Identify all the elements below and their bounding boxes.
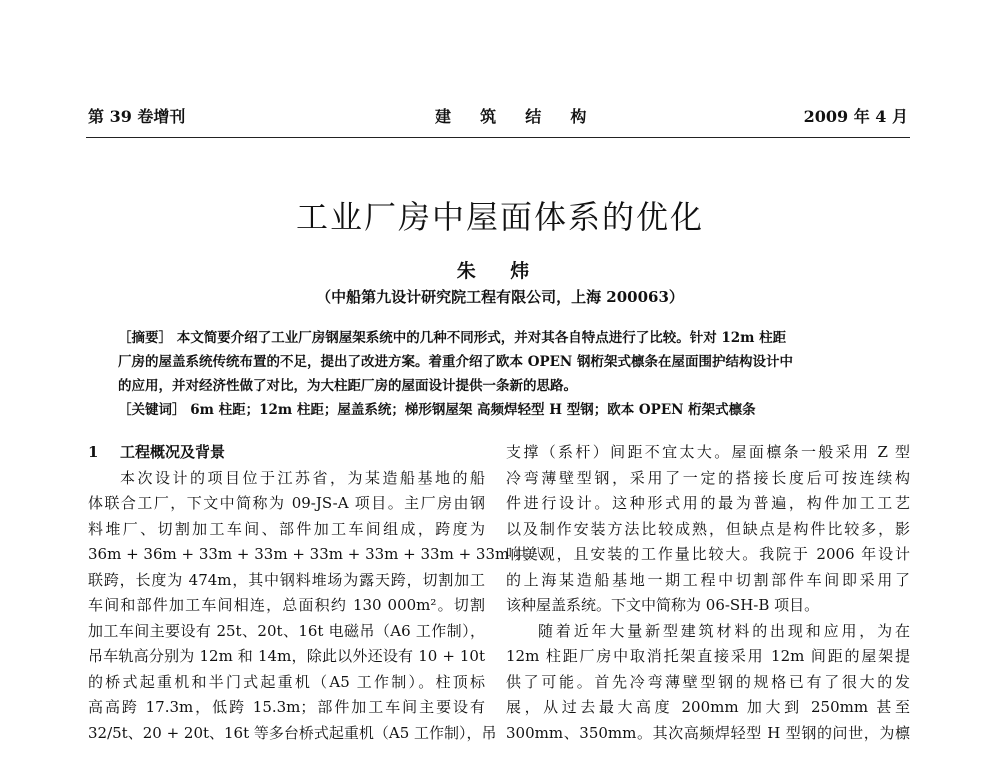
- text-line: 随着近年大量新型建筑材料的出现和应用，为在: [538, 621, 910, 640]
- abstract: [118, 326, 883, 422]
- running-header-volume: 第 39 卷增刊: [88, 107, 186, 126]
- paper-title: 工业厂房中屋面体系的优化: [295, 198, 704, 236]
- text-line: 供了可能。首先冷弯薄壁型钢的规格已有了很大的发: [506, 672, 910, 691]
- text-line: 以及制作安装方法比较成熟，但缺点是构件比较多，影: [506, 519, 910, 538]
- abstract-line: ［摘要］ 本文简要介绍了工业厂房钢屋架系统中的几种不同形式，并对其各自特点进行了比较。针对 12m 柱距: [118, 330, 787, 346]
- section-title: 工程概况及背景: [120, 443, 226, 461]
- author: 朱 炜: [456, 260, 544, 282]
- text-line: 高高跨 17.3m，低跨 15.3m；部件加工车间主要设有: [88, 698, 485, 716]
- text-line: 300mm、350mm。其次高频焊轻型 H 型钢的问世，为檩: [506, 723, 910, 742]
- running-header-date: 2009 年 4 月: [803, 107, 908, 126]
- text-line: 件进行设计。这种形式用的最为普遍，构件加工工艺: [506, 494, 910, 512]
- text-line: 联跨，长度为 474m，其中钢料堆场为露天跨，切割加工: [88, 570, 485, 589]
- text-line: 本次设计的项目位于江苏省，为某造船基地的船: [120, 468, 485, 487]
- text-line: 支撑（系杆）间距不宜太大。屋面檩条一般采用 Z 型: [506, 443, 910, 461]
- right-column: [506, 440, 910, 746]
- text-line: 的桥式起重机和半门式起重机（A5 工作制）。柱顶标: [88, 672, 485, 691]
- section-number: 1: [88, 443, 99, 461]
- text-line: 36m + 36m + 33m + 33m + 33m + 33m + 33m + 33m 共八: [88, 545, 544, 563]
- text-line: 吊车轨高分别为 12m 和 14m，除此以外还设有 10 + 10t: [88, 647, 485, 665]
- text-line: 冷弯薄壁型钢，采用了一定的搭接长度后可按连续构: [506, 468, 910, 487]
- abstract-line: 的应用，并对经济性做了对比，为大柱距厂房的屋面设计提供一条新的思路。: [118, 378, 577, 394]
- text-line: 12m 柱距厂房中取消托架直接采用 12m 间距的屋架提: [506, 647, 910, 665]
- text-line: 料堆厂、切割加工车间、部件加工车间组成，跨度为: [88, 519, 485, 538]
- abstract-line: 厂房的屋盖系统传统布置的不足，提出了改进方案。着重介绍了欧本 OPEN 钢桁架式檩条在屋面围护结构设计中: [118, 354, 793, 370]
- text-line: 该种屋盖系统。下文中简称为 06-SH-B 项目。: [506, 596, 820, 614]
- text-line: 加工车间主要设有 25t、20t、16t 电磁吊（A6 工作制），: [88, 621, 485, 640]
- text-line: 展，从过去最大高度 200mm 加大到 250mm 甚至: [506, 698, 910, 716]
- affiliation: （中船第九设计研究院工程有限公司，上海 200063）: [316, 288, 684, 306]
- text-line: 体联合工厂，下文中简称为 09-JS-A 项目。主厂房由钢: [88, 494, 485, 512]
- keywords: ［关键词］ 6m 柱距；12m 柱距；屋盖系统；梯形钢屋架 高频焊轻型 H 型钢；欧本 OPEN 桁架式檩条: [118, 402, 756, 418]
- text-line: 的上海某造船基地一期工程中切割部件车间即采用了: [506, 570, 910, 589]
- section-heading: [88, 440, 485, 466]
- running-header-journal: 建 筑 结 构: [435, 107, 593, 126]
- text-line: 32/5t、20 + 20t、16t 等多台桥式起重机（A5 工作制），吊: [88, 723, 497, 742]
- header-rule: [86, 137, 910, 138]
- text-line: 响美观，且安装的工作量比较大。我院于 2006 年设计: [506, 545, 910, 563]
- text-line: 车间和部件加工车间相连，总面积约 130 000m²。切割: [88, 596, 485, 614]
- left-column: [88, 440, 544, 746]
